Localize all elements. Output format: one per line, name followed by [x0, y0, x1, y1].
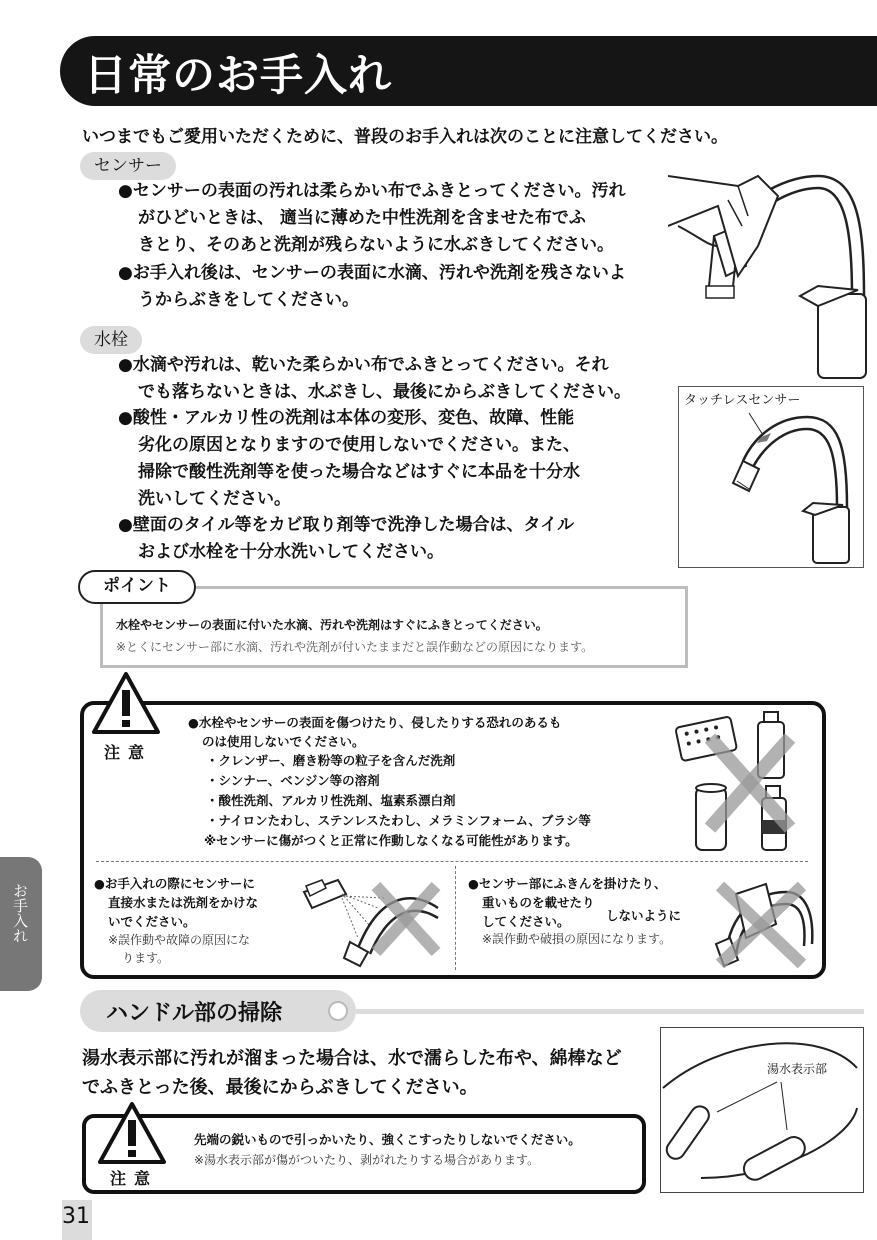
heading-dot-icon — [328, 1001, 348, 1021]
text-line: ●酸性・アルカリ性の洗剤は本体の変形、変色、故障、性能 — [118, 408, 575, 428]
page-title: 日常のお手入れ — [84, 51, 392, 101]
sensor-figure — [678, 386, 864, 568]
dashed-divider — [96, 861, 808, 862]
section-label-faucet: 水栓 — [80, 326, 142, 354]
caution-item: ・シンナー、ベンジン等の溶剤 — [206, 773, 380, 788]
side-tab — [0, 857, 42, 991]
caution-label: 注意 — [104, 743, 153, 762]
text-line: 洗いしてください。 — [138, 489, 291, 509]
text-line: でふきとった後、最後にからぶきしてください。 — [82, 1077, 478, 1098]
point-line-2: ※とくにセンサー部に水滴、汚れや洗剤が付いたままだと誤作動などの原因になります。 — [116, 640, 594, 654]
caution-item: ・酸性洗剤、アルカリ性洗剤、塩素系漂白剤 — [206, 793, 456, 808]
caution-right-inline: しないように — [606, 908, 682, 923]
intro-text: いつまでもご愛用いただくために、普段のお手入れは次のことに注意してください。 — [82, 127, 728, 147]
side-tab-label: お手入れ — [11, 883, 29, 943]
text-line: ●センサーの表面の汚れは柔らかい布でふきとってください。汚れ — [118, 181, 626, 201]
sensor-bullet-1 — [118, 178, 648, 259]
caution-note: ※センサーに傷がつくと正常に作動しなくなる可能性があります。 — [204, 833, 578, 848]
faucet-bullet-1 — [118, 352, 648, 406]
title-bar — [60, 36, 877, 106]
page-number: 31 — [62, 1204, 90, 1229]
dashed-divider-vertical — [455, 866, 456, 970]
caution-item: ・ナイロンたわし、ステンレスたわし、メラミンフォーム、ブラシ等 — [206, 813, 591, 828]
section-heading-text: ハンドル部の掃除 — [106, 1001, 283, 1026]
wiping-illustration — [668, 166, 872, 382]
text-line: ●壁面のタイル等をカビ取り剤等で洗浄した場合は、タイル — [118, 515, 575, 535]
caution-label: 注意 — [110, 1169, 159, 1188]
caution-lead-1: ●水栓やセンサーの表面を傷つけたり、侵したりする恐れのあるも — [188, 715, 562, 730]
caution-right-line: してください。 — [482, 914, 570, 929]
caution-left-line: ●お手入れの際にセンサーに — [94, 876, 255, 891]
caution-item: ・クレンザー、磨き粉等の粒子を含んだ洗剤 — [206, 753, 456, 768]
text-line: うからぶきをしてください。 — [138, 290, 359, 310]
caution-left-note: ※誤作動や故障の原因にな — [108, 933, 251, 947]
caution2-line-1: 先端の鋭いもので引っかいたり、強くこすったりしないでください。 — [194, 1132, 581, 1147]
section-heading-handle — [80, 990, 356, 1032]
section-label-sensor: センサー — [80, 152, 176, 180]
text-line: ●水滴や汚れは、乾いた柔らかい布でふきとってください。それ — [118, 355, 609, 375]
sensor-bullet-2 — [118, 260, 648, 314]
page-number-box — [62, 1200, 92, 1240]
spray-prohibited-illustration — [298, 868, 448, 968]
caution-lead-2: のは使用しないでください。 — [202, 734, 365, 749]
point-line-1: 水栓やセンサーの表面に付いた水滴、汚れや洗剤はすぐにふきとってください。 — [116, 618, 548, 632]
warning-triangle-icon — [90, 670, 162, 736]
point-tag: ポイント — [78, 570, 196, 604]
text-line: 湯水表示部に汚れが溜まった場合は、水で濡らした布や、綿棒など — [82, 1048, 622, 1069]
hotwater-figure — [660, 1027, 864, 1193]
handle-illustration — [661, 1028, 863, 1192]
text-line: 劣化の原因となりますので使用しないでください。また、 — [138, 435, 580, 455]
cloth-prohibited-illustration — [706, 874, 816, 970]
faucet-icon — [729, 407, 859, 565]
text-line: ●お手入れ後は、センサーの表面に水滴、汚れや洗剤を残さないよ — [118, 263, 626, 283]
sensor-figure-label: タッチレスセンサー — [684, 393, 801, 408]
caution2-line-2: ※湯水表示部が傷がついたり、剥がれたりする場合があります。 — [194, 1153, 540, 1167]
caution-right-line: ●センサー部にふきんを掛けたり、 — [468, 876, 667, 891]
text-line: 掃除で酸性洗剤等を使った場合などはすぐに本品を十分水 — [138, 462, 580, 482]
text-line: きとり、そのあと洗剤が残らないように水ぶきしてください。 — [138, 235, 614, 255]
caution-right-line: 重いものを載せたり — [482, 895, 595, 910]
faucet-bullet-2 — [118, 405, 648, 513]
handle-text — [82, 1044, 662, 1102]
prohibited-cleaners-illustration — [670, 708, 810, 856]
text-line: および水栓を十分水洗いしてください。 — [138, 542, 444, 562]
caution-left-note: ります。 — [122, 951, 170, 965]
text-line: がひどいときは、 適当に薄めた中性洗剤を含ませた布でふ — [138, 208, 586, 228]
warning-triangle-icon — [96, 1100, 168, 1166]
caution-left-line: いでください。 — [108, 914, 196, 929]
text-line: でも落ちないときは、水ぶきし、最後にからぶきしてください。 — [138, 382, 631, 402]
caution-right-note: ※誤作動や破損の原因になります。 — [482, 932, 672, 946]
hotwater-figure-label: 湯水表示部 — [767, 1062, 828, 1076]
caution-left-line: 直接水または洗剤をかけな — [108, 895, 259, 910]
section-rule — [356, 1009, 864, 1014]
faucet-bullet-3 — [118, 512, 648, 566]
